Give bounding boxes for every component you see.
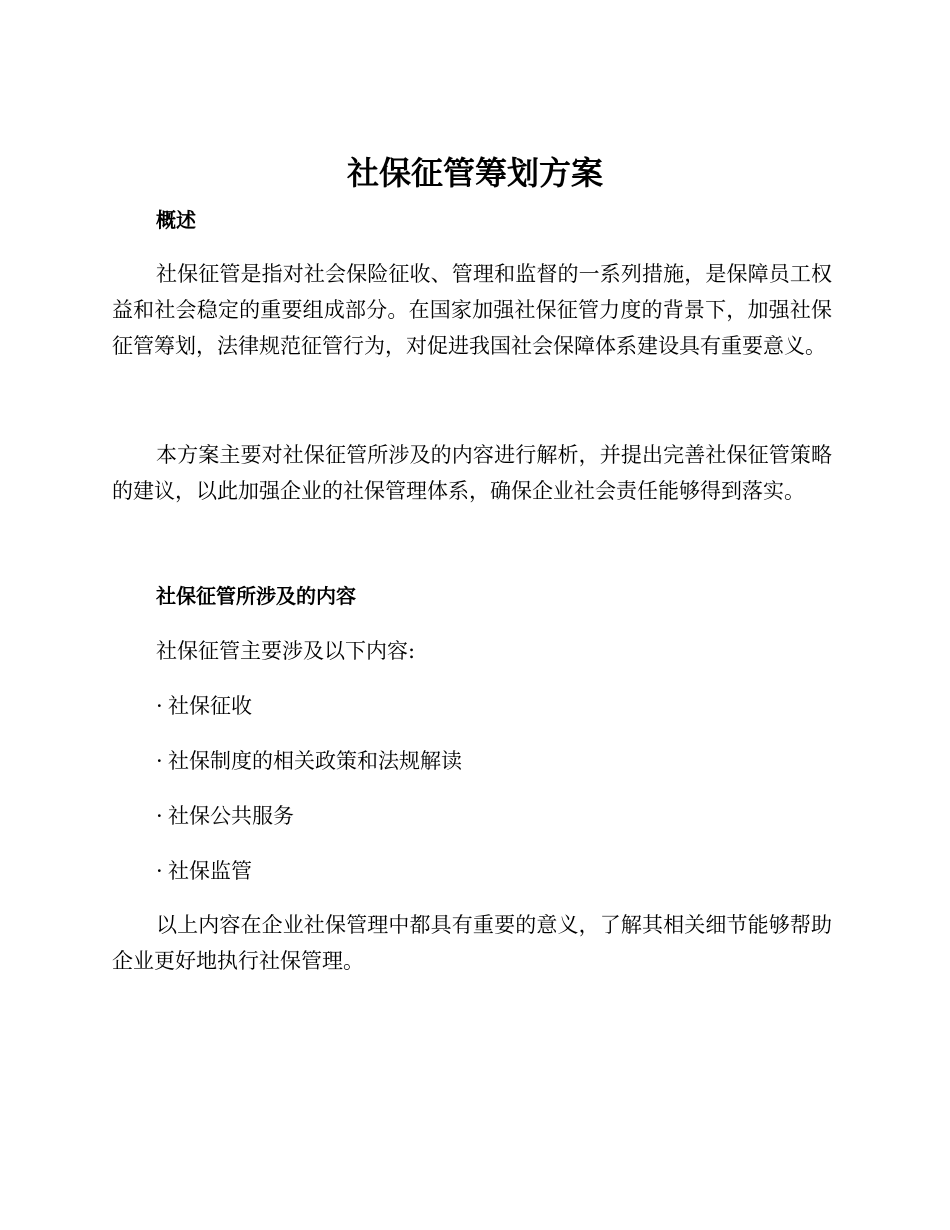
list-item-label: 社保监管 — [168, 859, 252, 883]
bullet-icon: · — [156, 804, 163, 828]
overview-paragraph-1: 社保征管是指对社会保险征收、管理和监督的一系列措施，是保障员工权益和社会稳定的重要组成部分。在国家加强社保征管力度的背景下，加强社保征管筹划，法律规范征管行为，对促进我国社会保障体系建设具有重要意义。 — [112, 262, 832, 358]
document-title: 社保征管筹划方案 — [346, 154, 603, 192]
section-heading-overview: 概述 — [156, 208, 196, 232]
list-item — [156, 856, 252, 886]
bullet-icon: · — [156, 694, 163, 718]
overview-paragraph-2: 本方案主要对社保征管所涉及的内容进行解析，并提出完善社保征管策略的建议，以此加强企业的社保管理体系，确保企业社会责任能够得到落实。 — [112, 443, 832, 503]
list-item-label: 社保制度的相关政策和法规解读 — [168, 749, 462, 773]
list-item-label: 社保公共服务 — [168, 804, 294, 828]
list-item — [156, 801, 294, 831]
bullet-icon: · — [156, 749, 163, 773]
content-conclusion: 以上内容在企业社保管理中都具有重要的意义，了解其相关细节能够帮助企业更好地执行社保管理。 — [112, 913, 832, 973]
section-heading-content: 社保征管所涉及的内容 — [156, 584, 356, 608]
bullet-icon: · — [156, 859, 163, 883]
content-intro: 社保征管主要涉及以下内容: — [156, 639, 416, 663]
list-item — [156, 746, 462, 776]
list-item — [156, 691, 252, 721]
list-item-label: 社保征收 — [168, 694, 252, 718]
